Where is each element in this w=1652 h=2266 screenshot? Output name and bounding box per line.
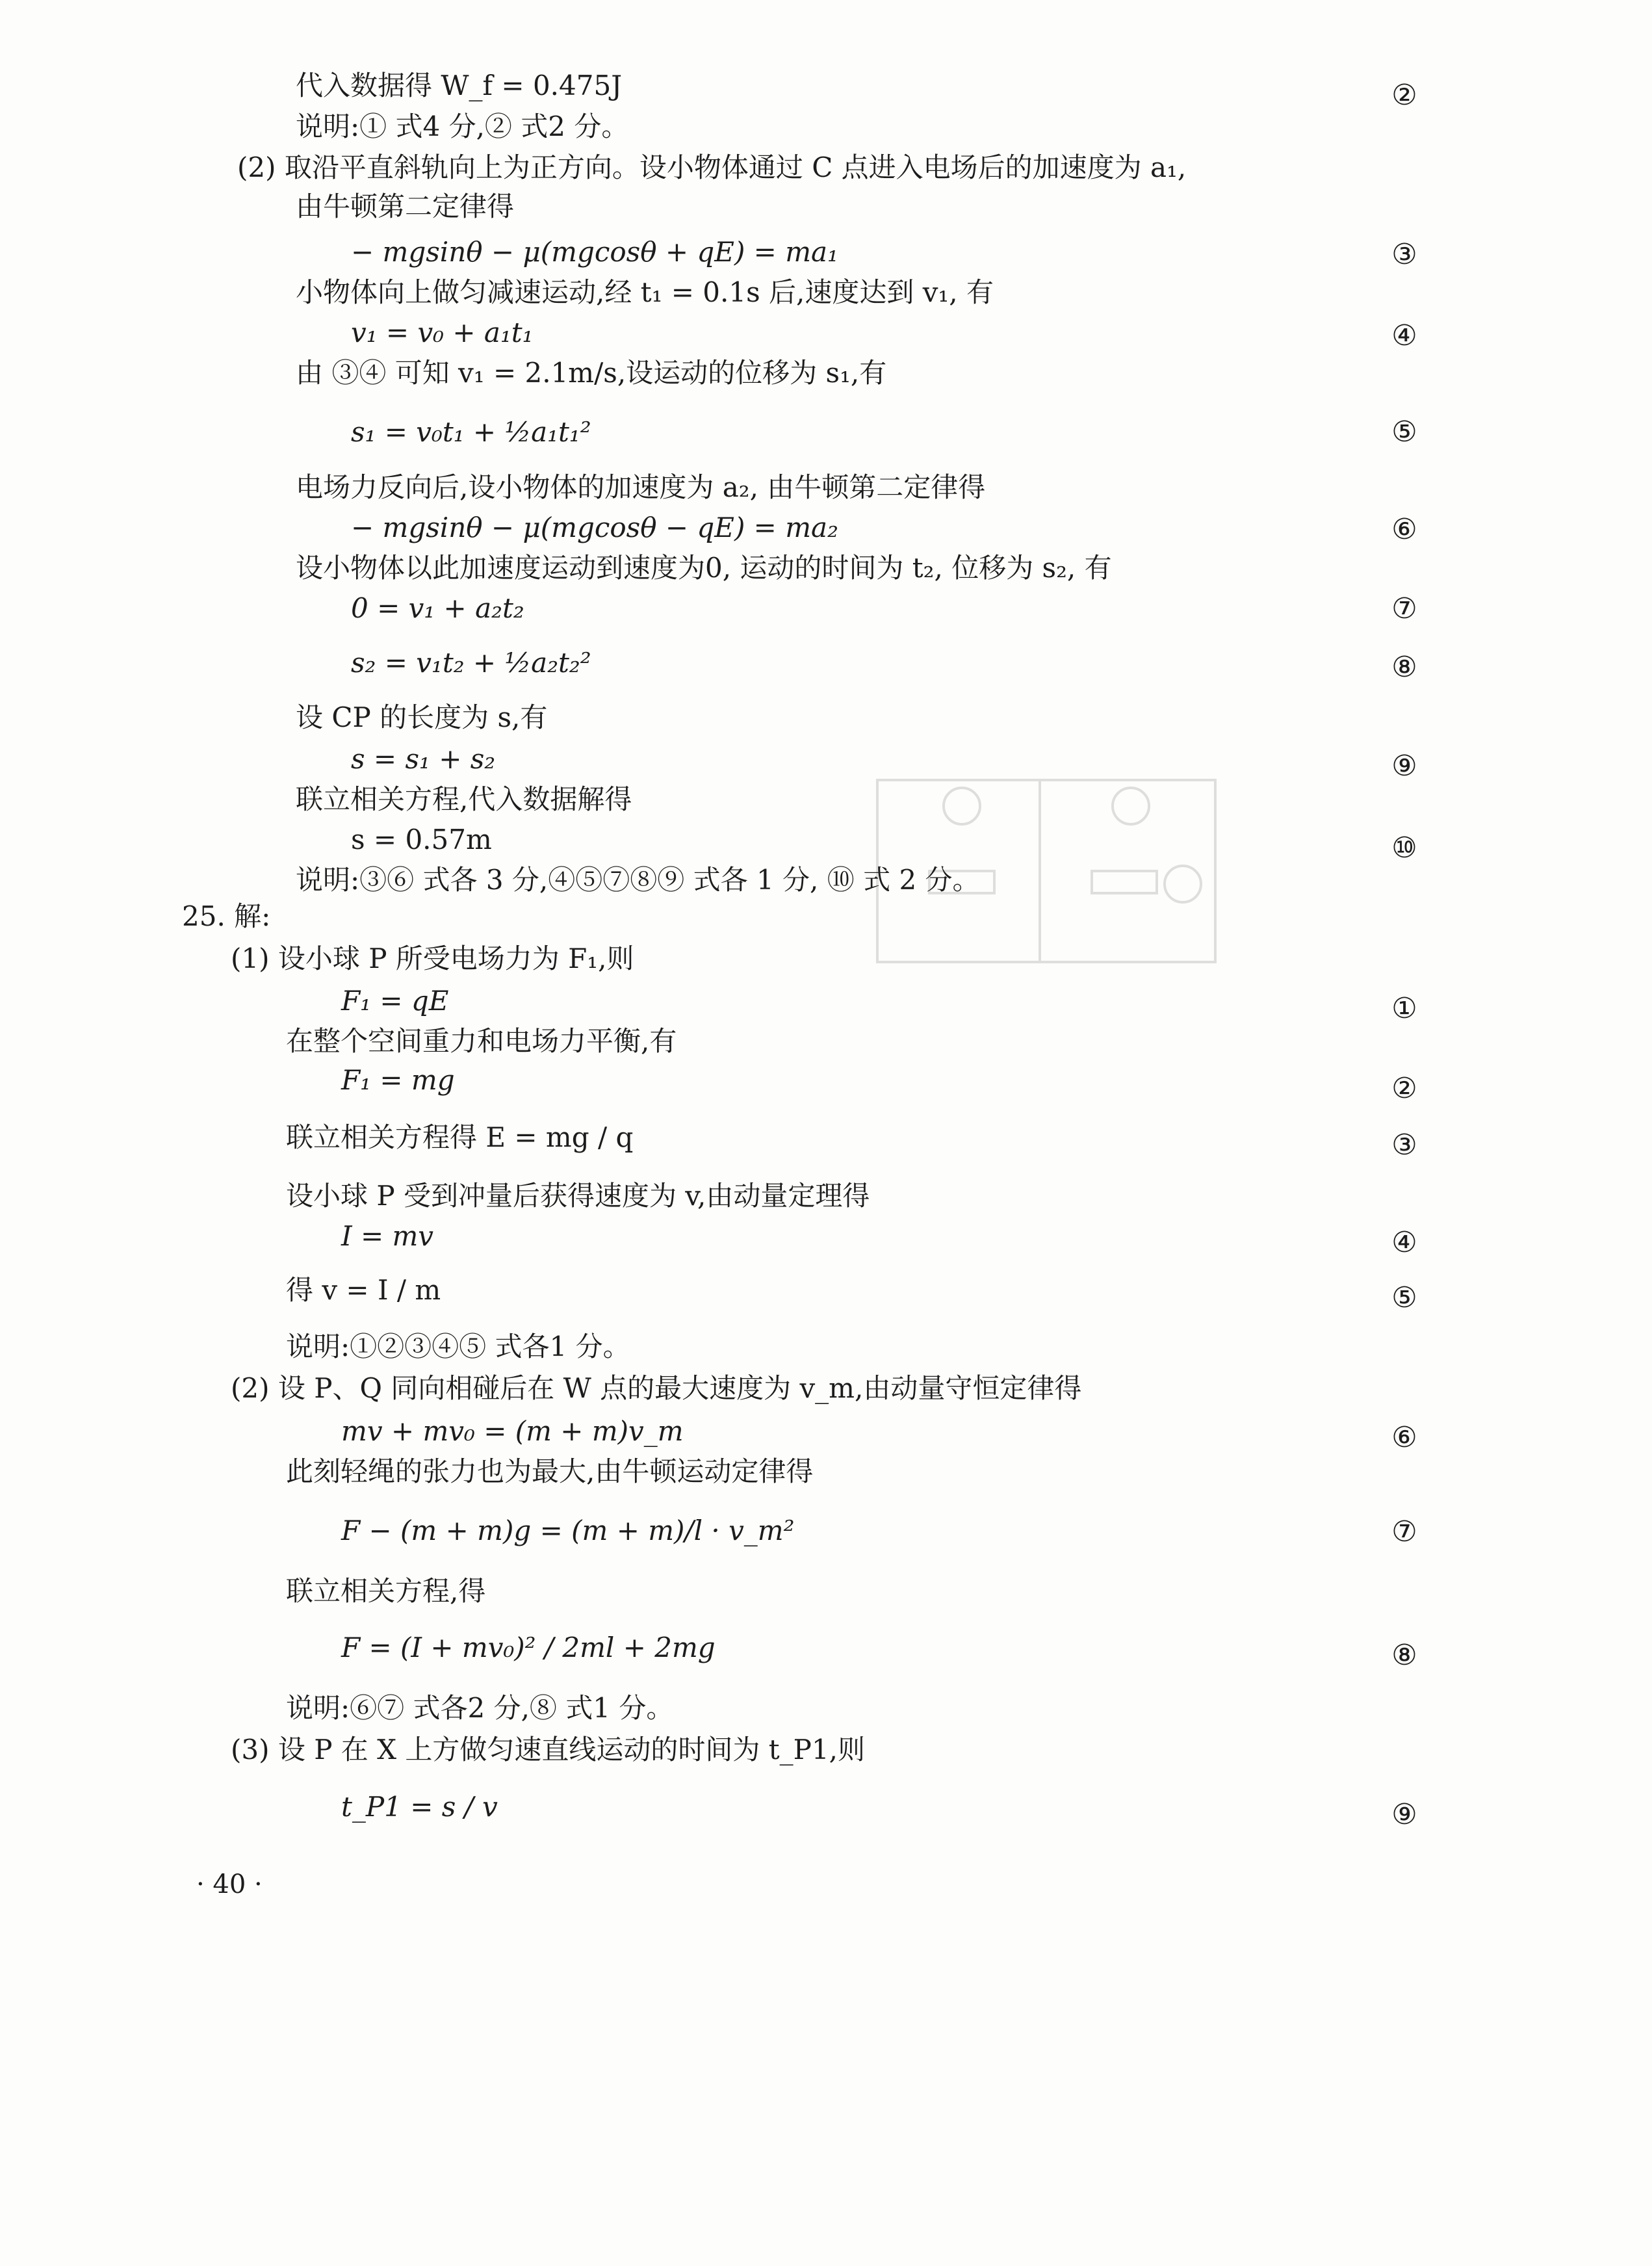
equation-number-marker: ③ [1391, 1128, 1417, 1162]
equation-line: t_P1 = s / v [341, 1791, 498, 1823]
text-line: 电场力反向后,设小物体的加速度为 a₂, 由牛顿第二定律得 [296, 471, 986, 503]
equation-number-marker: ④ [1391, 1226, 1417, 1259]
text-line: 说明:① 式4 分,② 式2 分。 [296, 111, 629, 142]
equation-number-marker: ⑤ [1391, 1281, 1417, 1314]
equation-number-marker: ⑧ [1391, 1639, 1417, 1672]
text-line: 联立相关方程,代入数据解得 [296, 783, 632, 815]
equation-line: 0 = v₁ + a₂t₂ [351, 592, 524, 624]
text-line: 25. 解: [182, 900, 271, 932]
text-line: 设小球 P 受到冲量后获得速度为 v,由动量定理得 [286, 1180, 870, 1212]
equation-line: mv + mv₀ = (m + m)v_m [341, 1415, 684, 1447]
equation-number-marker: ② [1391, 79, 1417, 112]
equation-number-marker: ⑨ [1391, 1798, 1417, 1831]
equation-line: s = s₁ + s₂ [351, 743, 496, 775]
equation-line: I = mv [341, 1220, 434, 1252]
equation-line: − mgsinθ − μ(mgcosθ − qE) = ma₂ [351, 512, 838, 543]
equation-line: − mgsinθ − μ(mgcosθ + qE) = ma₁ [351, 236, 838, 268]
equation-number-marker: ⑦ [1391, 592, 1417, 625]
equation-number-marker: ⑦ [1391, 1515, 1417, 1548]
text-line: 在整个空间重力和电场力平衡,有 [286, 1025, 677, 1057]
equation-number-marker: ③ [1391, 238, 1417, 271]
equation-line: s₁ = v₀t₁ + ½a₁t₁² [351, 416, 591, 448]
text-line: 此刻轻绳的张力也为最大,由牛顿运动定律得 [286, 1455, 814, 1487]
equation-number-marker: ⑧ [1391, 651, 1417, 684]
equation-line: F₁ = mg [341, 1064, 455, 1096]
equation-number-marker: ① [1391, 992, 1417, 1025]
text-line: (2) 设 P、Q 同向相碰后在 W 点的最大速度为 v_m,由动量守恒定律得 [231, 1372, 1082, 1404]
text-line: (3) 设 P 在 X 上方做匀速直线运动的时间为 t_P1,则 [231, 1734, 865, 1765]
text-line: 代入数据得 W_f = 0.475J [296, 70, 623, 101]
equation-number-marker: ⑨ [1391, 749, 1417, 783]
text-line: 说明:③⑥ 式各 3 分,④⑤⑦⑧⑨ 式各 1 分, ⑩ 式 2 分。 [296, 864, 980, 896]
equation-number-marker: ⑥ [1391, 1421, 1417, 1454]
equation-line: F₁ = qE [341, 985, 449, 1017]
page-number: · 40 · [196, 1869, 263, 1899]
equation-number-marker: ⑤ [1391, 415, 1417, 449]
text-line: (1) 设小球 P 所受电场力为 F₁,则 [231, 943, 634, 974]
equation-number-marker: ⑥ [1391, 513, 1417, 546]
text-line: s = 0.57m [351, 824, 492, 855]
equation-line: F − (m + m)g = (m + m)/l · v_m² [341, 1515, 795, 1546]
equation-number-marker: ⑩ [1391, 831, 1417, 865]
text-line: 小物体向上做匀减速运动,经 t₁ = 0.1s 后,速度达到 v₁, 有 [296, 276, 994, 308]
text-line: 设小物体以此加速度运动到速度为0, 运动的时间为 t₂, 位移为 s₂, 有 [296, 552, 1112, 584]
text-line: 得 v = I / m [286, 1274, 441, 1306]
equation-line: v₁ = v₀ + a₁t₁ [351, 317, 534, 348]
equation-number-marker: ② [1391, 1072, 1417, 1105]
text-line: 联立相关方程,得 [286, 1575, 486, 1607]
text-line: 联立相关方程得 E = mg / q [286, 1121, 634, 1153]
text-line: 说明:①②③④⑤ 式各1 分。 [286, 1331, 630, 1362]
text-line: (2) 取沿平直斜轨向上为正方向。设小物体通过 C 点进入电场后的加速度为 a₁, [237, 151, 1187, 183]
text-line: 设 CP 的长度为 s,有 [296, 701, 548, 733]
text-line: 说明:⑥⑦ 式各2 分,⑧ 式1 分。 [286, 1692, 674, 1724]
equation-line: s₂ = v₁t₂ + ½a₂t₂² [351, 647, 591, 679]
text-line: 由牛顿第二定律得 [296, 190, 515, 222]
text-line: 由 ③④ 可知 v₁ = 2.1m/s,设运动的位移为 s₁,有 [296, 357, 887, 389]
equation-number-marker: ④ [1391, 319, 1417, 352]
equation-line: F = (I + mv₀)² / 2ml + 2mg [341, 1632, 716, 1663]
